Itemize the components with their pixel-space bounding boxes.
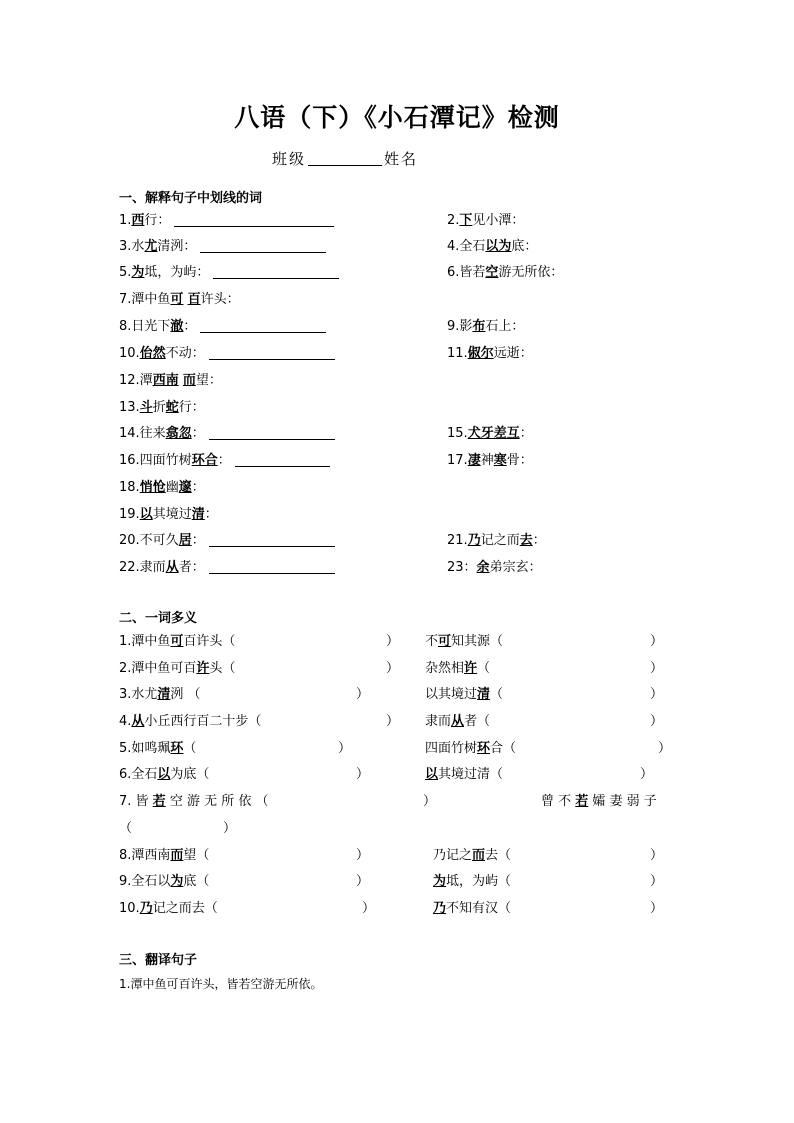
- text-segment: 20.不可久: [119, 533, 179, 548]
- text-segment: 2.: [447, 213, 460, 228]
- polysemy-item-left: [119, 873, 209, 891]
- polysemy-item-right: [433, 847, 511, 865]
- underlined-word: 环: [477, 741, 491, 756]
- underlined-word: 余: [476, 560, 490, 575]
- text-segment: 去（: [485, 848, 512, 863]
- close-paren: ）: [650, 687, 664, 702]
- text-segment: 隶而: [425, 714, 452, 729]
- text-segment: 5.: [119, 265, 132, 280]
- text-segment: 14.往来: [119, 426, 166, 441]
- text-segment: 百许头（: [183, 634, 236, 649]
- text-segment: 9.影: [447, 319, 473, 334]
- polysemy-item-left: [119, 660, 235, 678]
- text-segment: 11.: [447, 346, 468, 361]
- text-segment: 底（: [183, 874, 210, 889]
- text-segment: 12.潭: [119, 373, 153, 388]
- close-paren: ）: [338, 741, 352, 756]
- text-segment: 不知有汉（: [446, 901, 512, 916]
- underlined-word: 布: [472, 319, 486, 334]
- underlined-word: 斗: [139, 400, 153, 415]
- underlined-word: 为: [131, 265, 145, 280]
- polysemy-item-right: [433, 900, 511, 918]
- definition-item: [447, 345, 533, 363]
- underlined-word: 以: [139, 507, 153, 522]
- underlined-word: 清: [477, 687, 491, 702]
- text-segment: 其境过: [152, 507, 192, 522]
- text-segment: 19.: [119, 507, 140, 522]
- polysemy-item-right: [541, 793, 657, 811]
- polysemy-item-left: [119, 900, 218, 918]
- underlined-word: 许: [464, 661, 478, 676]
- text-segment: 4.全石: [447, 239, 486, 254]
- text-segment: 骨：: [506, 453, 533, 468]
- text-segment: 10.: [119, 346, 140, 361]
- text-segment: 为底（: [170, 767, 210, 782]
- text-segment: 清洌：: [157, 239, 197, 254]
- definition-item: [119, 318, 326, 336]
- definition-item: [119, 238, 326, 256]
- text-segment: 其境过清（: [438, 767, 504, 782]
- text-segment: （: [183, 741, 197, 756]
- definition-item: [447, 532, 546, 550]
- underlined-word: 清: [191, 507, 205, 522]
- underlined-word: 寒: [493, 453, 507, 468]
- text-segment: 四面竹树: [425, 741, 478, 756]
- text-segment: ：: [532, 533, 546, 548]
- underlined-word: 许: [196, 661, 210, 676]
- text-segment: 坻，为屿（: [446, 874, 512, 889]
- text-segment: 孀 妻 弱 子: [588, 794, 657, 809]
- text-segment: 折: [152, 400, 166, 415]
- text-segment: 望（: [183, 848, 210, 863]
- text-segment: 石上：: [485, 319, 525, 334]
- text-segment: 游无所依：: [498, 265, 564, 280]
- text-segment: 16.四面竹树: [119, 453, 192, 468]
- section3-heading: 三、翻译句子: [119, 953, 198, 968]
- text-segment: 9.全石以: [119, 874, 171, 889]
- close-paren: ）: [650, 714, 664, 729]
- text-segment: 7.潭中鱼: [119, 292, 171, 307]
- underlined-word: 西: [131, 213, 145, 228]
- polysemy-item-right: [425, 686, 503, 704]
- underlined-word: 环: [170, 741, 184, 756]
- text-segment: 行：: [144, 213, 171, 228]
- underlined-word: 佁然: [139, 346, 166, 361]
- section1-heading: 一、解释句子中划线的词: [119, 191, 263, 206]
- underlined-word: 西南: [152, 373, 179, 388]
- text-segment: 坻，为屿：: [144, 265, 210, 280]
- definition-item: [119, 532, 335, 550]
- text-segment: 曾 不: [541, 794, 576, 809]
- polysemy-item-right: [425, 713, 490, 731]
- text-segment: 7. 皆: [119, 794, 153, 809]
- text-segment: 4.: [119, 714, 132, 729]
- text-segment: 不: [425, 634, 439, 649]
- close-paren: ）: [650, 901, 664, 916]
- text-segment: 者（: [464, 714, 491, 729]
- definition-item: [119, 425, 335, 443]
- text-segment: 22.隶而: [119, 560, 166, 575]
- polysemy-item-left: [119, 766, 209, 784]
- definition-item: [447, 318, 524, 336]
- underlined-word: 从: [131, 714, 145, 729]
- text-segment: 幽: [165, 480, 179, 495]
- underlined-word: 乃: [433, 901, 447, 916]
- underlined-word: 清: [157, 687, 171, 702]
- underlined-word: 为: [433, 874, 447, 889]
- text-segment: ：: [191, 533, 205, 548]
- text-segment: 头（: [209, 661, 236, 676]
- definition-item: [119, 345, 335, 363]
- text-segment: ：: [191, 480, 205, 495]
- definition-item: [119, 399, 205, 417]
- polysemy-item-right: [425, 740, 516, 758]
- close-paren: ）: [386, 661, 400, 676]
- polysemy-item-left: [119, 633, 235, 651]
- text-segment: 底：: [511, 239, 538, 254]
- polysemy-item-left: [119, 847, 209, 865]
- underlined-word: 从: [451, 714, 465, 729]
- text-segment: 21.: [447, 533, 468, 548]
- text-segment: 10.: [119, 901, 140, 916]
- text-segment: 弟宗玄：: [489, 560, 542, 575]
- underlined-word: 澈: [170, 319, 184, 334]
- text-segment: 3.水: [119, 239, 145, 254]
- class-label: 班级: [272, 150, 307, 168]
- underlined-word: 下: [459, 213, 473, 228]
- underlined-word: 空: [485, 265, 499, 280]
- text-segment: 以其境过: [425, 687, 478, 702]
- text-segment: 许头：: [200, 292, 240, 307]
- definition-item: [119, 452, 330, 470]
- answer-blank[interactable]: [235, 453, 330, 467]
- underlined-word: 可: [438, 634, 452, 649]
- name-label: 姓名: [384, 150, 419, 168]
- text-segment: 神: [480, 453, 494, 468]
- text-segment: 合（: [490, 741, 517, 756]
- underlined-word: 翕忽: [165, 426, 192, 441]
- definition-item: [447, 559, 542, 577]
- text-segment: ：: [183, 319, 197, 334]
- close-paren: ）: [386, 714, 400, 729]
- underlined-word: 邃: [178, 480, 192, 495]
- text-segment: 13.: [119, 400, 140, 415]
- text-segment: 3.水尤: [119, 687, 158, 702]
- translate-item: 1.潭中鱼可百许头，皆若空游无所依。: [119, 977, 323, 991]
- class-name-line: [272, 148, 418, 169]
- underlined-word: 乃: [139, 901, 153, 916]
- close-paren: ）: [423, 794, 437, 809]
- text-segment: 1.潭中鱼: [119, 634, 171, 649]
- underlined-word: 环合: [191, 453, 218, 468]
- definition-item: [447, 264, 563, 282]
- text-segment: ：: [191, 426, 205, 441]
- underlined-word: 而: [182, 373, 196, 388]
- underlined-word: 若: [152, 794, 166, 809]
- definition-item: [119, 479, 205, 497]
- answer-blank[interactable]: [213, 265, 339, 279]
- underlined-word: 为: [170, 874, 184, 889]
- text-segment: ：: [519, 426, 533, 441]
- polysemy-item-right: [425, 633, 503, 651]
- polysemy-item-right: [433, 873, 511, 891]
- underlined-word: 乃: [467, 533, 481, 548]
- underlined-word: 俶尔: [467, 346, 494, 361]
- underlined-word: 居: [178, 533, 192, 548]
- underlined-word: 可: [170, 634, 184, 649]
- text-segment: 小丘西行百二十步（: [144, 714, 262, 729]
- underlined-word: 百: [187, 292, 201, 307]
- underlined-word: 可: [170, 292, 184, 307]
- definition-item: [119, 212, 334, 230]
- close-paren: ）: [356, 848, 370, 863]
- polysemy-item-left: [119, 713, 261, 731]
- text-segment: 17.: [447, 453, 468, 468]
- underlined-word: 蛇: [165, 400, 179, 415]
- section2-heading: 二、一词多义: [119, 611, 198, 626]
- text-segment: 杂然相: [425, 661, 465, 676]
- close-paren: ）: [650, 634, 664, 649]
- text-segment: 见小潭：: [472, 213, 525, 228]
- text-segment: 洌 （: [170, 687, 201, 702]
- class-blank[interactable]: [308, 151, 382, 166]
- text-segment: （: [490, 687, 504, 702]
- definition-item: [447, 452, 533, 470]
- definition-item: [447, 425, 533, 443]
- definition-item: [119, 264, 339, 282]
- underlined-word: 而: [170, 848, 184, 863]
- close-paren: ）: [386, 634, 400, 649]
- text-segment: 2.潭中鱼可百: [119, 661, 197, 676]
- polysemy-item-right: [425, 766, 503, 784]
- close-paren: （ ）: [119, 821, 237, 836]
- answer-blank[interactable]: [209, 426, 335, 440]
- underlined-word: 而: [472, 848, 486, 863]
- text-segment: 望：: [195, 373, 222, 388]
- page-title: 八语（下）《小石潭记》检测: [234, 103, 560, 132]
- underlined-word: 悄怆: [139, 480, 166, 495]
- definition-item: [447, 238, 537, 256]
- text-segment: 8.潭西南: [119, 848, 171, 863]
- polysemy-item-left: [119, 793, 268, 811]
- underlined-word: 犬牙差互: [467, 426, 520, 441]
- text-segment: 23：: [447, 560, 477, 575]
- close-paren: ）: [658, 741, 672, 756]
- close-paren: ）: [356, 874, 370, 889]
- answer-blank[interactable]: [200, 319, 326, 333]
- text-segment: （: [477, 661, 491, 676]
- close-paren: ）: [650, 874, 664, 889]
- text-segment: 6.皆若: [447, 265, 486, 280]
- text-segment: 空 游 无 所 依 （: [165, 794, 269, 809]
- polysemy-item-right: [425, 660, 490, 678]
- underlined-word: 从: [165, 560, 179, 575]
- text-segment: 远逝：: [493, 346, 533, 361]
- text-segment: 记之而去（: [152, 901, 218, 916]
- text-segment: 知其源（: [451, 634, 504, 649]
- text-segment: 8.日光下: [119, 319, 171, 334]
- close-paren: ）: [356, 767, 370, 782]
- underlined-word: 以为: [485, 239, 512, 254]
- underlined-word: 凄: [467, 453, 481, 468]
- text-segment: 5.如鸣珮: [119, 741, 171, 756]
- close-paren: ）: [356, 687, 370, 702]
- polysemy-item-left: [119, 740, 196, 758]
- answer-blank[interactable]: [200, 239, 326, 253]
- text-segment: ：: [204, 507, 218, 522]
- answer-blank[interactable]: [209, 560, 335, 574]
- definition-item: [119, 372, 222, 390]
- polysemy-item-left: [119, 686, 201, 704]
- text-segment: 6.全石: [119, 767, 158, 782]
- close-paren: ）: [362, 901, 376, 916]
- text-segment: 记之而: [480, 533, 520, 548]
- answer-blank[interactable]: [209, 533, 335, 547]
- text-segment: 15.: [447, 426, 468, 441]
- text-segment: 行：: [178, 400, 205, 415]
- answer-blank[interactable]: [174, 213, 334, 227]
- underlined-word: 以: [157, 767, 171, 782]
- definition-item: [119, 291, 240, 309]
- text-segment: 不动：: [165, 346, 205, 361]
- close-paren: ）: [640, 767, 654, 782]
- text-segment: 乃记之: [433, 848, 473, 863]
- definition-item: [447, 212, 524, 230]
- underlined-word: 若: [575, 794, 589, 809]
- underlined-word: 去: [519, 533, 533, 548]
- underlined-word: 尤: [144, 239, 158, 254]
- close-paren: ）: [650, 661, 664, 676]
- answer-blank[interactable]: [209, 346, 335, 360]
- underlined-word: 以: [425, 767, 439, 782]
- definition-item: [119, 506, 218, 524]
- text-segment: 18.: [119, 480, 140, 495]
- close-paren: ）: [650, 848, 664, 863]
- definition-item: [119, 559, 335, 577]
- text-segment: 者：: [178, 560, 205, 575]
- text-segment: 1.: [119, 213, 132, 228]
- text-segment: ：: [217, 453, 231, 468]
